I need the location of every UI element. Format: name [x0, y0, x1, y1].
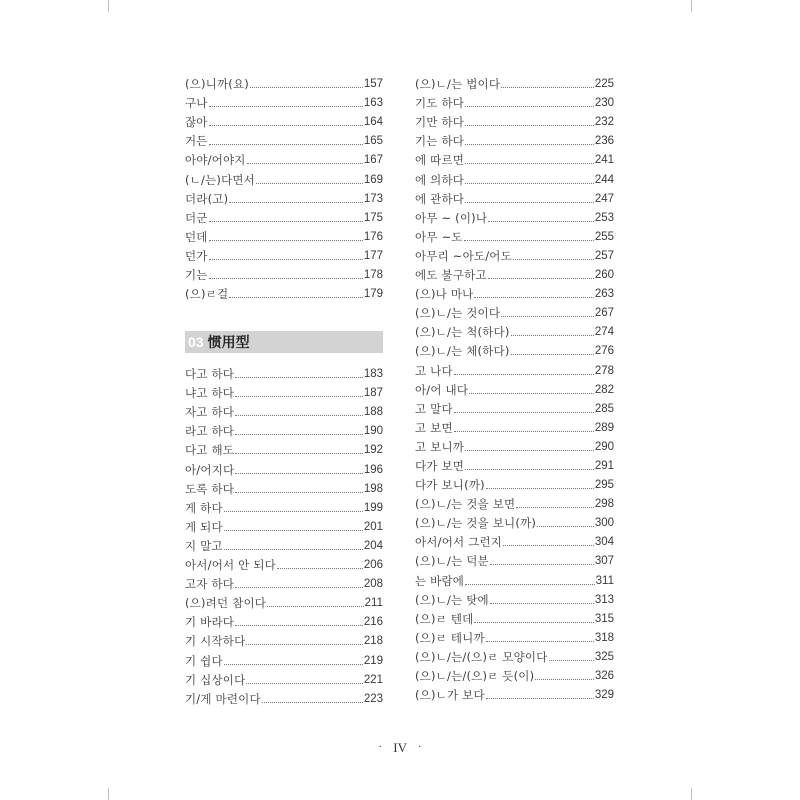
toc-entry-page: 325: [594, 650, 614, 663]
toc-entry: [415, 72, 614, 91]
toc-entry-label: (으)ㄴ/는/(으)ㄹ 듯(이): [415, 669, 535, 683]
dot-leader: [486, 487, 594, 489]
dot-leader: [549, 659, 594, 661]
toc-entry: [415, 683, 614, 702]
toc-entry-label: 자고 하다: [185, 405, 235, 420]
dot-leader: [235, 452, 363, 454]
toc-entry-label: (ㄴ/는)다면서: [185, 172, 255, 187]
toc-column-left-top: [185, 72, 383, 301]
toc-entry-label: 에 관하다: [415, 191, 465, 206]
toc-entry-page: 165: [363, 135, 383, 148]
toc-entry: [415, 225, 614, 244]
dot-leader: [262, 701, 363, 703]
dot-leader: [454, 373, 594, 375]
toc-column-left-bottom: [185, 362, 383, 706]
dot-leader: [277, 567, 363, 569]
toc-entry: [185, 206, 383, 225]
toc-entry-label: 다고 해도: [185, 443, 235, 458]
toc-entry: [415, 568, 614, 587]
toc-entry-label: 다가 보니(까): [415, 478, 485, 493]
toc-entry: [415, 511, 614, 530]
toc-entry-page: 253: [594, 211, 614, 224]
toc-entry-label: 게 되다: [185, 519, 223, 534]
toc-entry-label: (으)ㄴ/는 탓에: [415, 592, 489, 607]
dot-leader: [474, 296, 593, 298]
toc-entry-label: 기 바라다: [185, 615, 235, 630]
dot-leader: [235, 433, 363, 435]
dot-leader: [267, 605, 364, 607]
toc-entry-page: 236: [594, 135, 614, 148]
dot-leader: [235, 586, 363, 588]
toc-entry: [185, 648, 383, 667]
toc-entry: [185, 534, 383, 553]
dot-leader: [229, 201, 363, 203]
toc-entry: [185, 110, 383, 129]
toc-entry: [185, 438, 383, 457]
toc-entry-label: 아무 ~ (이)나: [415, 210, 488, 225]
toc-entry: [415, 378, 614, 397]
toc-entry: [185, 381, 383, 400]
toc-entry-page: 257: [594, 249, 614, 262]
toc-entry-label: (으)ㄴ/는/(으)ㄹ 모양이다: [415, 649, 548, 664]
dot-leader: [465, 143, 594, 145]
dot-leader: [246, 643, 362, 645]
toc-entry: [185, 72, 383, 91]
toc-entry-page: 241: [594, 154, 614, 167]
toc-entry: [415, 549, 614, 568]
toc-entry-page: 247: [594, 192, 614, 205]
toc-entry: [185, 244, 383, 263]
toc-entry-label: 고 보면: [415, 420, 453, 435]
toc-entry-page: 177: [363, 249, 383, 262]
toc-entry-page: 298: [594, 498, 614, 511]
toc-entry-label: (으)나 마나: [415, 287, 474, 302]
toc-entry-label: 고 말다: [415, 401, 453, 416]
toc-entry-label: 고 보니까: [415, 439, 465, 454]
toc-entry-label: 도록 하다: [185, 481, 235, 496]
toc-entry: [185, 496, 383, 515]
crop-mark-bottom-left: [108, 788, 121, 800]
crop-mark-top-right: [679, 0, 692, 12]
dot-leader: [465, 105, 594, 107]
toc-entry-page: 278: [594, 364, 614, 377]
toc-entry: [415, 454, 614, 473]
toc-entry-page: 300: [594, 517, 614, 530]
toc-entry-page: 274: [594, 326, 614, 339]
toc-entry: [415, 435, 614, 454]
toc-entry: [185, 187, 383, 206]
page-number: IV: [393, 740, 407, 755]
toc-entry-page: 192: [363, 444, 383, 457]
dot-leader: [454, 430, 594, 432]
toc-entry-label: 에도 불구하고: [415, 268, 487, 283]
toc-entry-page: 267: [594, 307, 614, 320]
dot-leader: [209, 143, 363, 145]
dot-leader: [465, 449, 594, 451]
toc-entry: [415, 397, 614, 416]
toc-entry: [415, 473, 614, 492]
toc-entry-label: 아/어 내다: [415, 382, 469, 397]
toc-entry-label: 기 십상이다: [185, 672, 246, 687]
toc-entry-label: 던가: [185, 248, 208, 263]
dot-leader: [501, 86, 594, 88]
toc-entry-label: 다가 보면: [415, 458, 465, 473]
toc-entry-page: 255: [594, 230, 614, 243]
dot-leader: [488, 220, 594, 222]
toc-entry-page: 176: [363, 230, 383, 243]
dot-leader: [488, 277, 594, 279]
toc-entry: [415, 530, 614, 549]
footer-bullet-left: ·: [378, 742, 382, 753]
dot-leader: [486, 640, 594, 642]
toc-entry-page: 291: [594, 459, 614, 472]
crop-mark-bottom-right: [679, 788, 692, 800]
dot-leader: [209, 258, 363, 260]
toc-entry: [185, 553, 383, 572]
toc-entry: [415, 282, 614, 301]
toc-entry: [185, 591, 383, 610]
toc-entry: [185, 225, 383, 244]
toc-entry: [415, 339, 614, 358]
toc-entry-label: (으)ㄴ/는 것을 보면: [415, 497, 516, 512]
toc-entry-label: 기 쉽다: [185, 653, 223, 668]
dot-leader: [535, 678, 594, 680]
dot-leader: [209, 277, 363, 279]
toc-entry-page: 163: [363, 97, 383, 110]
toc-entry-page: 183: [363, 368, 383, 381]
toc-entry-label: (으)ㄴ/는 척(하다): [415, 325, 510, 340]
toc-entry: [415, 416, 614, 435]
toc-entry: [185, 282, 383, 301]
dot-leader: [247, 162, 363, 164]
toc-entry-page: 221: [363, 673, 383, 686]
toc-entry: [415, 110, 614, 129]
footer-bullet-right: ·: [417, 742, 422, 753]
toc-entry-label: 아/어지다: [185, 462, 235, 477]
toc-entry-label: (으)ㄹ 테니까: [415, 630, 485, 645]
toc-entry-page: 216: [363, 616, 383, 629]
toc-entry-label: 에 의하다: [415, 172, 465, 187]
dot-leader: [511, 334, 594, 336]
toc-entry-page: 304: [594, 536, 614, 549]
toc-entry-page: 244: [594, 173, 614, 186]
toc-entry: [415, 167, 614, 186]
toc-entry-page: 307: [594, 555, 614, 568]
toc-entry-label: 더군: [185, 210, 208, 225]
toc-entry-label: (으)ㄴ/는 덕분: [415, 554, 489, 569]
dot-leader: [235, 376, 363, 378]
dot-leader: [235, 472, 363, 474]
dot-leader: [235, 395, 363, 397]
toc-entry-label: 지 말고: [185, 538, 223, 553]
toc-entry-page: 208: [363, 578, 383, 591]
dot-leader: [224, 529, 363, 531]
toc-entry-page: 204: [363, 539, 383, 552]
toc-entry-label: 고자 하다: [185, 577, 235, 592]
toc-entry-page: 326: [594, 670, 614, 682]
dot-leader: [235, 624, 363, 626]
dot-leader: [513, 258, 594, 260]
dot-leader: [501, 315, 594, 317]
toc-entry: [185, 148, 383, 167]
toc-entry-page: 199: [363, 501, 383, 514]
dot-leader: [503, 544, 594, 546]
toc-entry-label: 아무 ~도: [415, 229, 463, 244]
toc-entry-label: (으)려던 참이다: [185, 596, 267, 611]
toc-entry-page: 225: [594, 78, 614, 91]
dot-leader: [465, 201, 594, 203]
toc-entry-page: 295: [594, 479, 614, 492]
section-number: 03: [188, 334, 204, 350]
dot-leader: [454, 411, 594, 413]
dot-leader: [474, 621, 593, 623]
toc-entry: [415, 187, 614, 206]
toc-entry-page: 315: [594, 612, 614, 625]
dot-leader: [490, 563, 594, 565]
toc-entry: [415, 607, 614, 626]
dot-leader: [224, 548, 363, 550]
dot-leader: [235, 414, 363, 416]
dot-leader: [465, 583, 595, 585]
dot-leader: [465, 162, 594, 164]
dot-leader: [209, 124, 363, 126]
dot-leader: [486, 697, 594, 699]
toc-entry-page: 201: [363, 520, 383, 533]
dot-leader: [464, 239, 594, 241]
dot-leader: [537, 525, 594, 527]
dot-leader: [511, 353, 594, 355]
toc-entry-label: 기 시작하다: [185, 634, 246, 649]
toc-entry-page: 169: [363, 173, 383, 186]
toc-entry: [185, 629, 383, 648]
dot-leader: [465, 468, 594, 470]
toc-entry-label: (으)ㄴ/는 것을 보니(까): [415, 516, 537, 531]
toc-entry-label: 던데: [185, 229, 208, 244]
toc-entry-page: 196: [363, 463, 383, 476]
toc-entry: [185, 419, 383, 438]
dot-leader: [224, 510, 363, 512]
toc-entry: [415, 148, 614, 167]
toc-entry-page: 318: [594, 631, 614, 644]
toc-entry-page: 157: [363, 78, 383, 91]
toc-entry: [185, 400, 383, 419]
toc-entry-page: 260: [594, 269, 614, 282]
toc-entry-label: 기만 하다: [415, 115, 465, 130]
toc-entry-page: 290: [594, 440, 614, 453]
toc-entry-page: 188: [363, 406, 383, 419]
dot-leader: [250, 86, 363, 88]
toc-entry: [415, 588, 614, 607]
toc-entry-page: 190: [363, 425, 383, 438]
toc-entry-page: 198: [363, 482, 383, 495]
page-footer: [0, 740, 800, 756]
toc-entry: [415, 664, 614, 683]
toc-entry-page: 230: [594, 97, 614, 110]
toc-entry: [185, 129, 383, 148]
toc-entry: [415, 320, 614, 339]
toc-entry-label: 아서/어서 그런지: [415, 535, 503, 550]
crop-mark-top-left: [108, 0, 121, 12]
toc-entry: [185, 263, 383, 282]
section-heading: [185, 331, 383, 353]
toc-entry: [415, 91, 614, 110]
dot-leader: [469, 392, 594, 394]
toc-entry-label: (으)ㄴ/는 체(하다): [415, 344, 510, 359]
toc-entry-label: 기는: [185, 268, 208, 283]
toc-entry-page: 211: [364, 597, 383, 610]
toc-entry-label: (으)니까(요): [185, 77, 249, 92]
toc-entry-page: 206: [363, 559, 383, 572]
toc-entry-label: 더라(고): [185, 191, 229, 206]
toc-entry: [185, 668, 383, 687]
toc-entry-page: 232: [594, 116, 614, 129]
toc-entry-page: 178: [363, 269, 383, 282]
dot-leader: [209, 239, 363, 241]
toc-entry: [415, 492, 614, 511]
toc-entry-label: 기/게 마련이다: [185, 691, 261, 706]
toc-entry-label: (으)ㄹ걸: [185, 287, 229, 302]
dot-leader: [256, 182, 363, 184]
toc-entry-label: (으)ㄴ/는 법이다: [415, 77, 501, 92]
toc-entry-label: 기도 하다: [415, 96, 465, 111]
dot-leader: [465, 124, 594, 126]
dot-leader: [516, 506, 593, 508]
section-title: 惯用型: [207, 335, 250, 351]
toc-entry: [415, 645, 614, 664]
toc-entry-label: (으)ㄹ 텐데: [415, 611, 474, 626]
toc-entry-page: 175: [363, 211, 383, 224]
dot-leader: [224, 663, 363, 665]
toc-entry-label: 아서/어서 안 되다: [185, 558, 276, 573]
toc-entry: [415, 244, 614, 263]
toc-entry-label: 는 바람에: [415, 573, 465, 588]
toc-entry: [185, 687, 383, 706]
toc-entry-page: 218: [363, 635, 383, 648]
toc-entry: [185, 477, 383, 496]
toc-entry: [185, 515, 383, 534]
dot-leader: [490, 602, 594, 604]
toc-entry: [185, 457, 383, 476]
toc-entry-page: 164: [363, 116, 383, 129]
toc-column-right: [415, 72, 614, 702]
toc-entry-label: 아야/어야지: [185, 153, 246, 168]
toc-entry-page: 179: [363, 288, 383, 301]
toc-entry-page: 289: [594, 421, 614, 434]
toc-entry: [415, 301, 614, 320]
toc-entry-page: 329: [594, 689, 614, 702]
dot-leader: [209, 220, 363, 222]
toc-entry-page: 223: [363, 692, 383, 705]
toc-entry-page: 167: [363, 154, 383, 167]
toc-entry: [185, 362, 383, 381]
toc-entry-page: 276: [594, 345, 614, 358]
toc-entry-page: 187: [363, 387, 383, 400]
toc-entry-label: 거든: [185, 134, 208, 149]
dot-leader: [229, 296, 363, 298]
toc-entry-label: 에 따르면: [415, 153, 465, 168]
toc-entry-page: 263: [594, 288, 614, 301]
toc-entry-page: 173: [363, 192, 383, 205]
toc-entry: [415, 626, 614, 645]
dot-leader: [465, 182, 594, 184]
toc-entry: [415, 129, 614, 148]
toc-entry-label: (으)ㄴ/는 것이다: [415, 306, 501, 321]
toc-entry-page: 282: [594, 383, 614, 396]
toc-entry: [415, 206, 614, 225]
toc-entry-label: 다고 하다: [185, 367, 235, 382]
toc-entry-label: 라고 하다: [185, 424, 235, 439]
dot-leader: [246, 682, 362, 684]
toc-entry-label: 냐고 하다: [185, 386, 235, 401]
toc-entry-label: (으)ㄴ가 보다: [415, 688, 485, 703]
dot-leader: [209, 105, 363, 107]
toc-entry-page: 285: [594, 402, 614, 415]
toc-entry: [185, 91, 383, 110]
toc-entry-page: 311: [595, 574, 614, 587]
toc-entry: [185, 572, 383, 591]
toc-entry-label: 고 나다: [415, 363, 453, 378]
toc-entry-label: 게 하다: [185, 500, 223, 515]
toc-entry: [415, 358, 614, 377]
toc-entry: [185, 610, 383, 629]
toc-entry-label: 구나: [185, 96, 208, 111]
toc-entry: [185, 167, 383, 186]
toc-entry: [415, 263, 614, 282]
toc-entry-label: 아무리 ~아도/어도: [415, 248, 512, 263]
toc-entry-label: 기는 하다: [415, 134, 465, 149]
toc-entry-label: 잖아: [185, 115, 208, 130]
toc-entry-page: 313: [594, 593, 614, 606]
toc-entry-page: 219: [363, 654, 383, 667]
dot-leader: [235, 491, 363, 493]
